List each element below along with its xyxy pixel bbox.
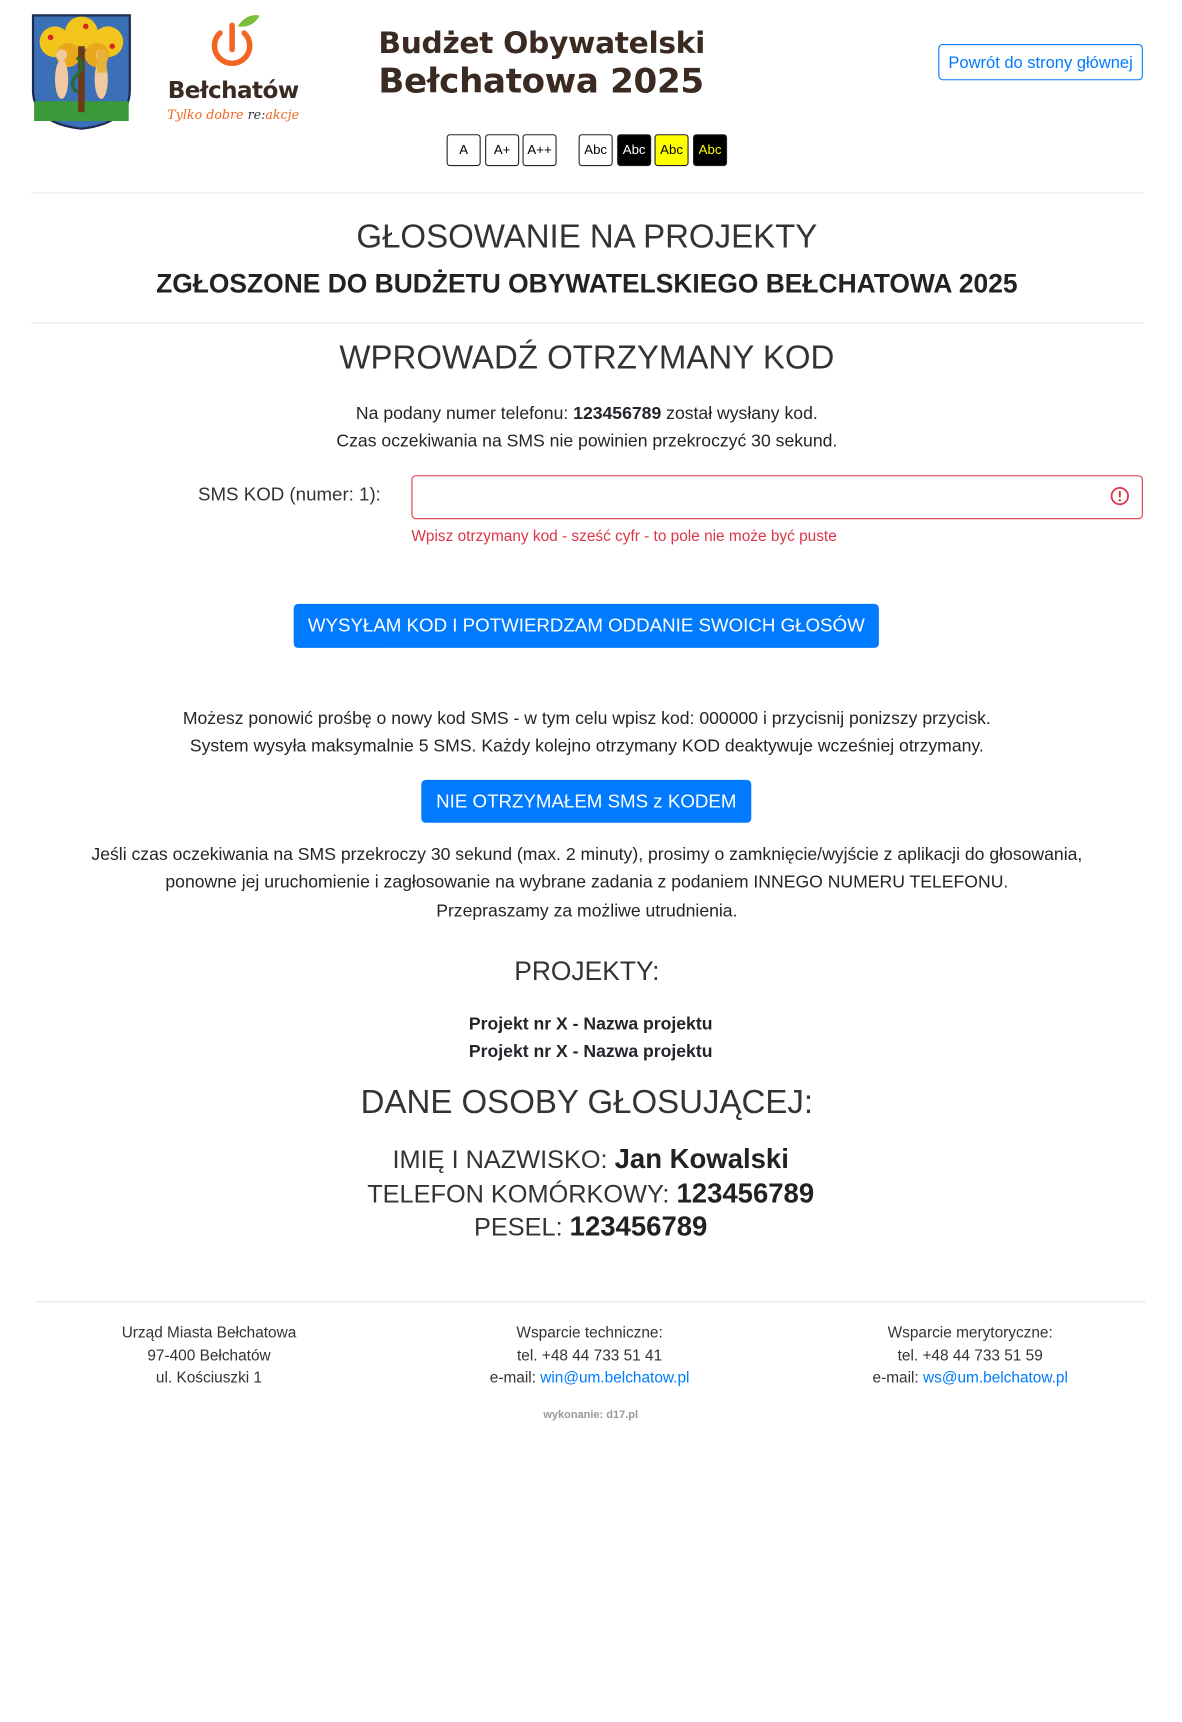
merit-support-phone: tel. +48 44 733 51 59 [897,1345,1043,1364]
phone-number: 123456789 [573,404,662,424]
footer-merit-support [805,1321,1135,1389]
font-size-normal-button[interactable]: A [447,134,481,166]
alert-circle-icon [1110,486,1130,506]
merit-support-email-row [805,1366,1135,1389]
tech-email-label: e-mail: [489,1368,541,1386]
office-name: Urząd Miasta Bełchatowa [121,1323,297,1341]
voter-pesel: 123456789 [569,1211,708,1242]
code-sent-prefix: Na podany numer telefonu: [355,404,574,424]
page-title: GŁOSOWANIE NA PROJEKTY [356,218,818,256]
no-sms-received-button[interactable]: NIE OTRZYMAŁEM SMS z KODEM [421,780,751,823]
footer-divider [35,1301,1146,1302]
code-sent-suffix: został wysłany kod. [661,404,818,424]
logo-tagline-b: re: [247,106,266,123]
coat-of-arms-logo [31,13,132,131]
voter-phone: 123456789 [676,1178,815,1209]
footer-tech-support [425,1321,755,1389]
sms-code-error: Wpisz otrzymany kod - sześć cyfr - to pole nie może być puste [411,526,837,545]
contrast-yellow-black-button[interactable]: Abc [655,134,689,166]
timeout-note-line1: Jeśli czas oczekiwania na SMS przekroczy 30 sekund (max. 2 minuty), prosimy o zamknięcie/wyjście z aplikacji do głosowania, [91,845,1083,865]
timeout-note-line2: ponowne jej uruchomienie i zagłosowanie na wybrane zadania z podaniem INNEGO NUMERU TELEFONU. [165,873,1009,893]
back-to-home-button[interactable]: Powrót do strony głównej [938,44,1143,80]
brand-title-line2: Bełchatowa 2025 [378,62,704,102]
brand-title [378,26,705,103]
wait-info: Czas oczekiwania na SMS nie powinien przekroczyć 30 sekund. [336,432,838,451]
contrast-black-yellow-button[interactable]: Abc [693,134,727,166]
enter-code-heading: WPROWADŹ OTRZYMANY KOD [339,339,835,377]
merit-support-title: Wsparcie merytoryczne: [887,1323,1053,1341]
voter-pesel-label: PESEL: [474,1212,570,1241]
voter-data-title: DANE OSOBY GŁOSUJĄCEJ: [360,1084,814,1121]
credit-link[interactable]: wykonanie: d17.pl [543,1409,639,1422]
tech-support-email-row [425,1366,755,1389]
voter-name: Jan Kowalski [614,1144,789,1175]
project-item: Projekt nr X - Nazwa projektu [468,1015,713,1034]
project-item: Projekt nr X - Nazwa projektu [468,1042,713,1062]
brand-title-line1: Budżet Obywatelski [378,26,705,61]
projects-title: PROJEKTY: [514,957,660,987]
divider [31,322,1143,323]
merit-email-label: e-mail: [872,1368,924,1386]
resend-info-line2: System wysyła maksymalnie 5 SMS. Każdy kolejno otrzymany KOD deaktywuje wcześniej otrzymany. [189,737,984,756]
sms-code-input[interactable] [411,475,1143,519]
submit-code-button[interactable]: WYSYŁAM KOD I POTWIERDZAM ODDANIE SWOICH GŁOSÓW [294,604,879,648]
font-size-large-button[interactable]: A+ [485,134,519,166]
code-sent-info [0,400,1174,428]
voter-pesel-row [0,1211,1181,1243]
office-street: ul. Kościuszki 1 [155,1368,263,1386]
voter-name-label: IMIĘ I NAZWISKO: [392,1145,615,1174]
contrast-black-white-button[interactable]: Abc [617,134,651,166]
footer-office [44,1321,374,1389]
timeout-note-line3: Przepraszamy za możliwe utrudnienia. [436,902,738,921]
voter-phone-row [0,1178,1181,1210]
logo-tagline [165,107,301,122]
page-subtitle: ZGŁOSZONE DO BUDŻETU OBYWATELSKIEGO BEŁCHATOWA 2025 [156,269,1018,300]
divider [31,193,1143,194]
power-apple-icon [165,13,301,79]
tech-support-phone: tel. +48 44 733 51 41 [517,1345,663,1364]
contrast-default-button[interactable]: Abc [579,134,613,166]
tech-support-email-link[interactable]: win@um.belchatow.pl [540,1368,690,1386]
logo-city-name: Bełchatów [167,77,299,104]
sms-code-label: SMS KOD (numer: 1): [198,484,381,505]
merit-support-email-link[interactable]: ws@um.belchatow.pl [923,1368,1068,1386]
voter-phone-label: TELEFON KOMÓRKOWY: [367,1179,677,1208]
logo-tagline-a: Tylko dobre [167,106,248,123]
font-size-xlarge-button[interactable]: A++ [523,134,557,166]
office-postcode: 97-400 Bełchatów [147,1345,271,1364]
voter-name-row [0,1144,1181,1176]
resend-info-line1: Możesz ponowić prośbę o nowy kod SMS - w tym celu wpisz kod: 000000 i przycisnij ponizszy przycisk. [182,709,991,729]
tech-support-title: Wsparcie techniczne: [516,1323,663,1341]
logo-tagline-c: akcje [265,106,300,123]
belchatow-logo [165,13,301,127]
